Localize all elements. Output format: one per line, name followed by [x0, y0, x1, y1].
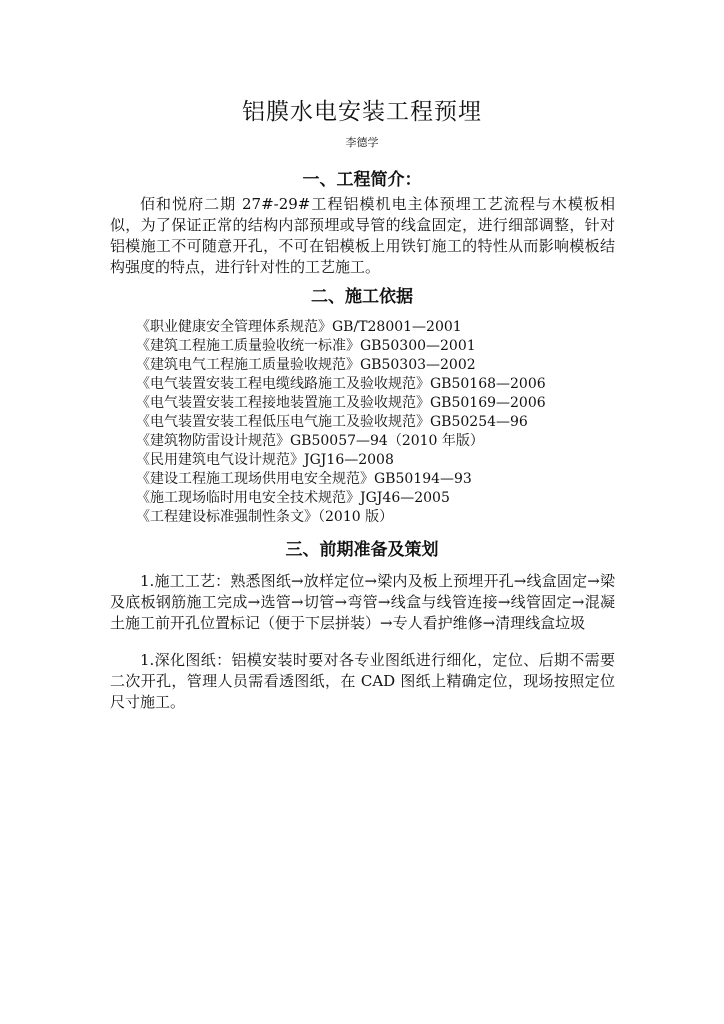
section-heading-overview: 一、工程简介： — [302, 170, 422, 190]
reference-item: 《职业健康安全管理体系规范》GB/T28001—2001 — [136, 319, 462, 335]
reference-item: 《电气装置安装工程低压电气施工及验收规范》GB50254—96 — [136, 414, 528, 430]
reference-list — [136, 318, 636, 527]
drawing-detailing-paragraph: 1.深化图纸：铝模安装时要对各专业图纸进行细化，定位、后期不需要二次开孔，管理人员需看透图纸，在 CAD 图纸上精确定位，现场按照定位尺寸施工。 — [110, 651, 615, 711]
reference-item: 《施工现场临时用电安全技术规范》JGJ46—2005 — [136, 490, 450, 506]
reference-item: 《电气装置安装工程接地装置施工及验收规范》GB50169—2006 — [136, 395, 546, 411]
reference-item: 《建筑电气工程施工质量验收规范》GB50303—2002 — [136, 357, 476, 373]
section-heading-preparation: 三、前期准备及策划 — [285, 540, 439, 560]
document-author: 李德学 — [345, 136, 379, 149]
reference-item: 《电气装置安装工程电缆线路施工及验收规范》GB50168—2006 — [136, 376, 546, 392]
reference-item: 《建筑工程施工质量验收统一标准》GB50300—2001 — [136, 338, 476, 354]
overview-paragraph: 佰和悦府二期 27#-29#工程铝模机电主体预埋工艺流程与木模板相似，为了保证正常的结构内部预埋或导管的线盒固定，进行细部调整，针对铝模施工不可随意开孔，不可在铝模板上用铁钉施工的特性从而影响模板结构强度的特点，进行针对性的工艺施工。 — [110, 195, 615, 276]
section-heading-basis: 二、施工依据 — [311, 287, 413, 307]
reference-item: 《工程建设标准强制性条文》（2010 版） — [136, 509, 394, 525]
construction-process-paragraph: 1.施工工艺：熟悉图纸→放样定位→梁内及板上预埋开孔→线盒固定→梁及底板钢筋施工完成→选管→切管→弯管→线盒与线管连接→线管固定→混凝土施工前开孔位置标记（便于下层拼装）→专人看护维修→清理线盒垃圾 — [110, 572, 615, 632]
reference-item: 《建筑物防雷设计规范》GB50057—94（2010 年版） — [136, 433, 484, 449]
reference-item: 《民用建筑电气设计规范》JGJ16—2008 — [136, 452, 394, 468]
reference-item: 《建设工程施工现场供用电安全规范》GB50194—93 — [136, 471, 472, 487]
document-title: 铝膜水电安装工程预埋 — [242, 99, 482, 125]
